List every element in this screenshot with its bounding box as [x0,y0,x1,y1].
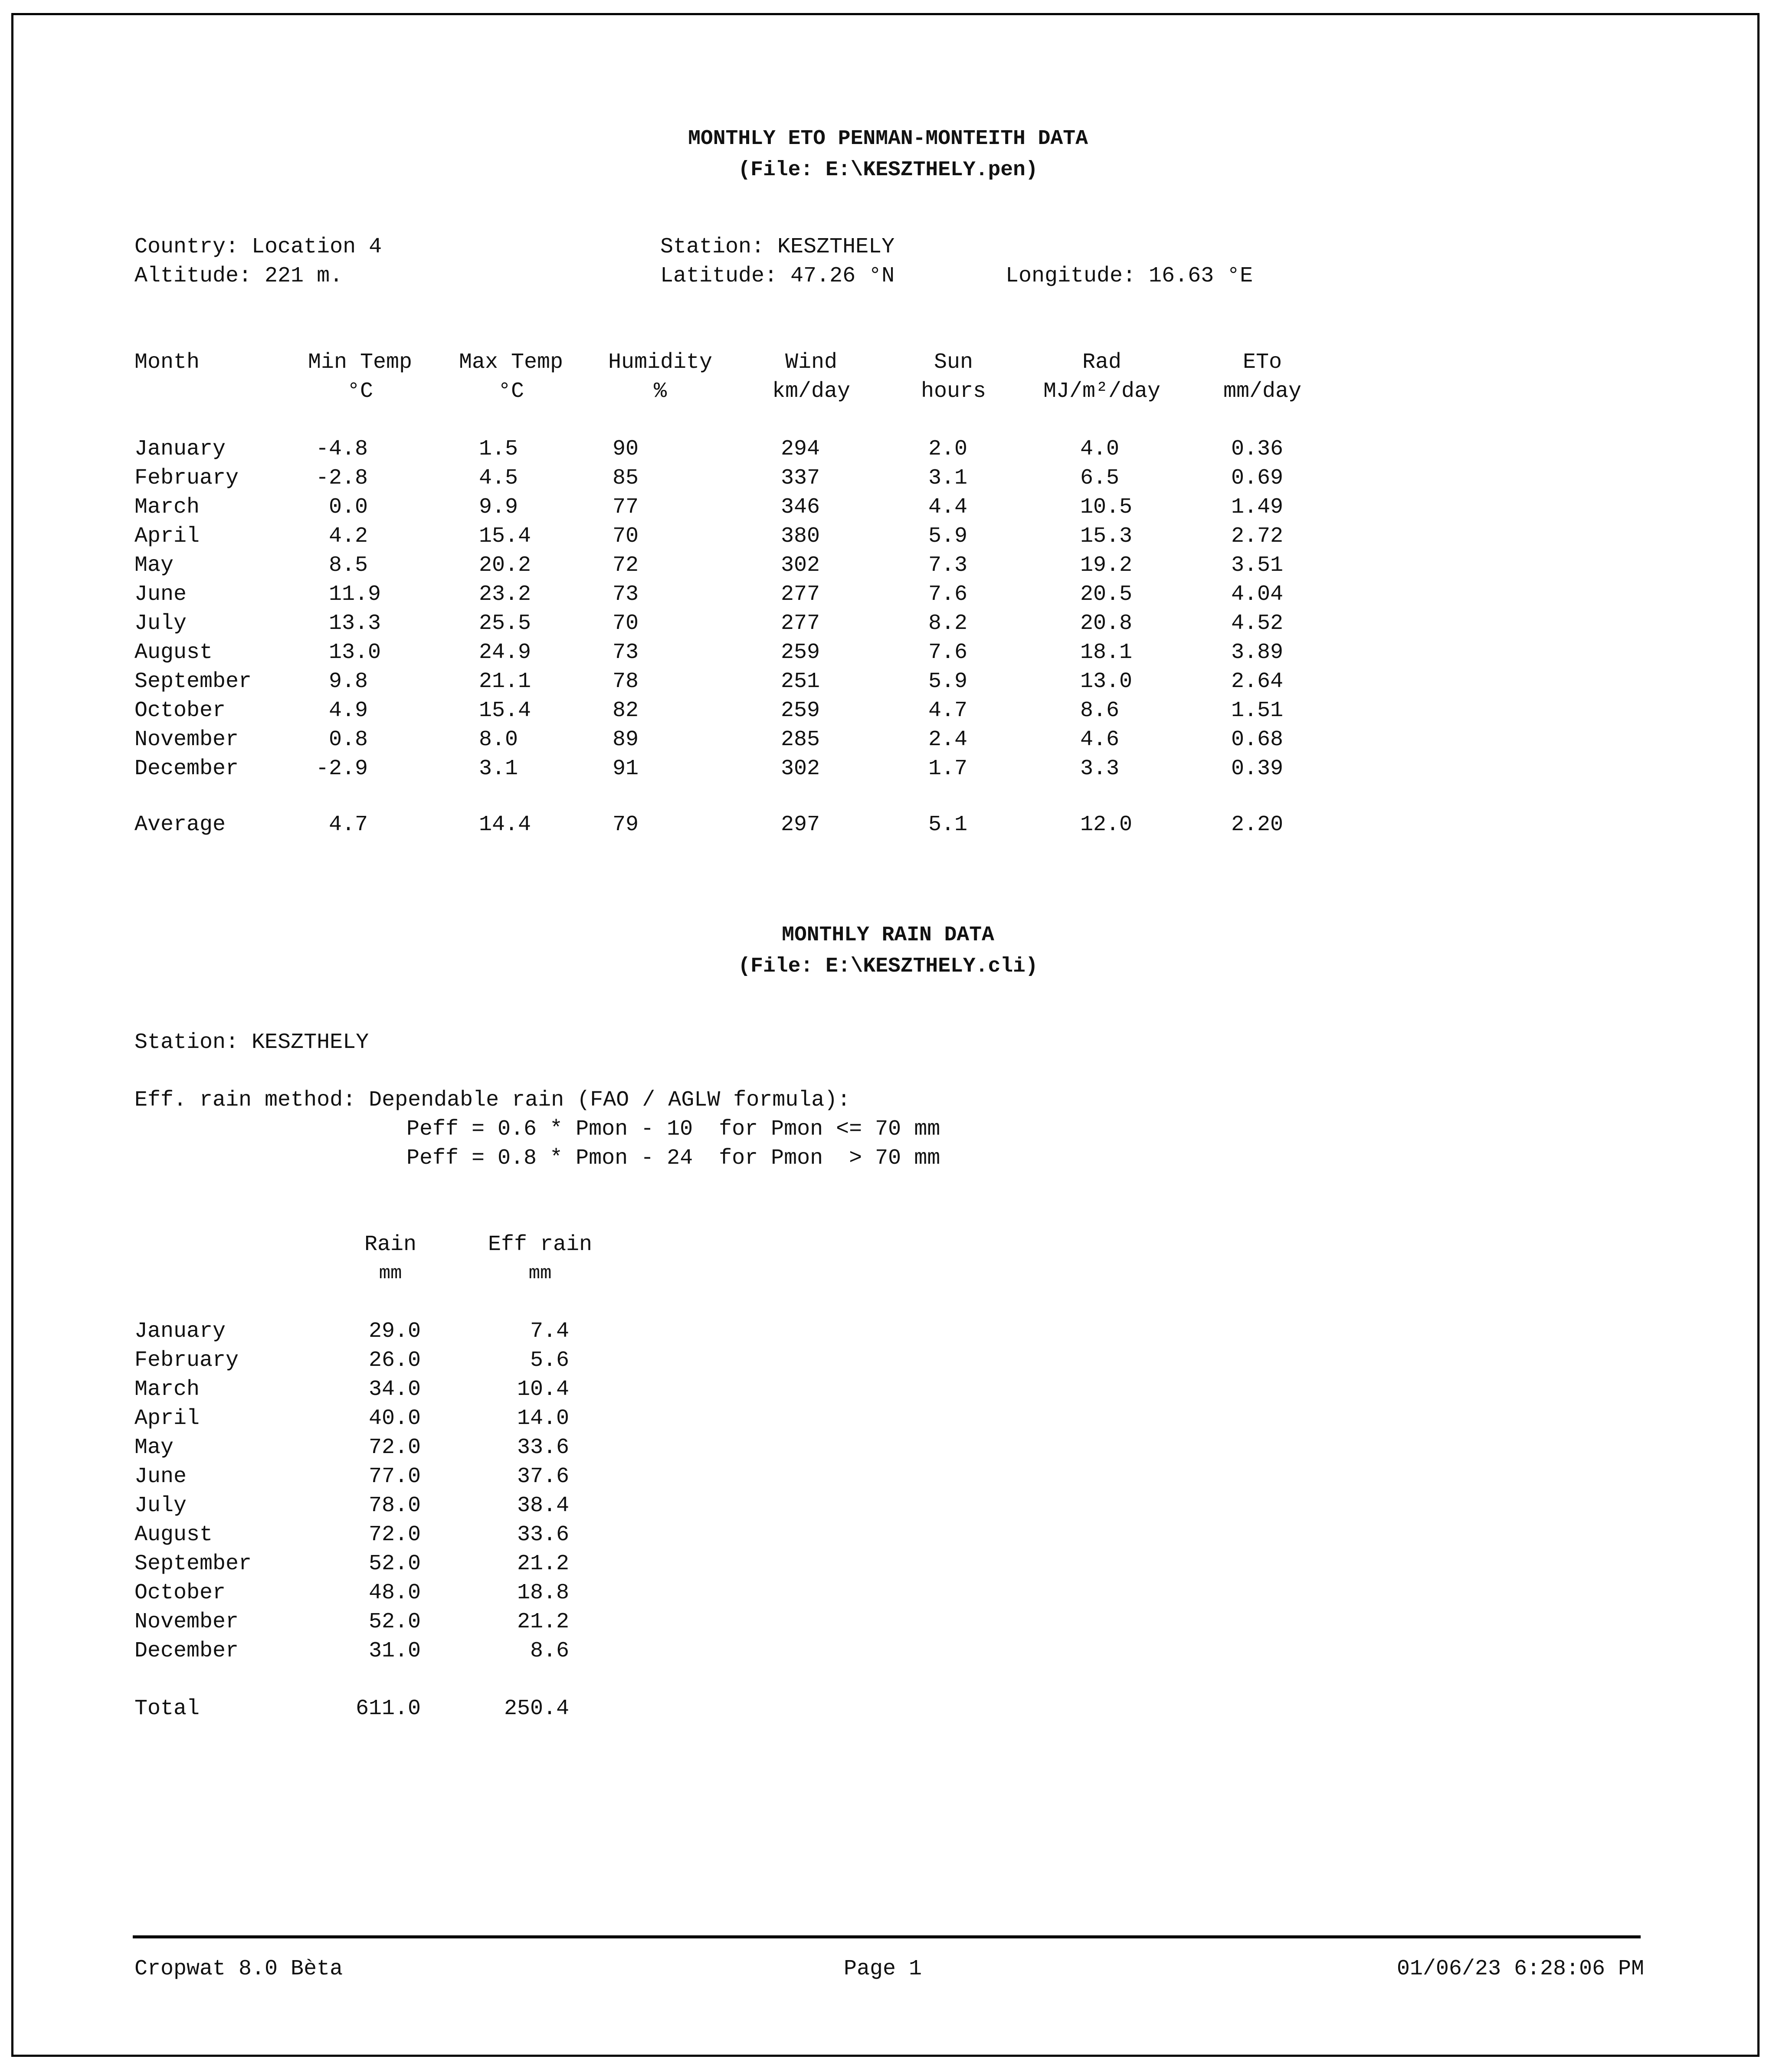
cell-eto: 3.89 [1231,640,1284,665]
footer-page-number: Page 1 [844,1957,922,1981]
cell-sun: 8.2 [928,611,968,636]
cell-max-temp: 1.5 [479,437,518,462]
cell-sun: 4.7 [928,698,968,723]
total-eff-rain: 250.4 [504,1696,569,1721]
cell-eff-rain: 10.4 [517,1377,569,1402]
cell-humidity: 89 [613,727,639,752]
col-unit-rad: MJ/m²/day [1043,379,1161,404]
cell-max-temp: 9.9 [479,495,518,520]
cell-rain: 52.0 [368,1552,421,1576]
cell-month: March [134,495,200,520]
cell-eff-rain: 18.8 [517,1581,569,1605]
cell-rad: 20.8 [1080,611,1133,636]
cell-max-temp: 15.4 [479,524,531,549]
cell-eto: 2.64 [1231,669,1284,694]
average-wind: 297 [781,812,820,837]
cell-humidity: 72 [613,553,639,578]
formula-line-1: Peff = 0.6 * Pmon - 10 for Pmon <= 70 mm [406,1117,940,1142]
cell-humidity: 91 [613,756,639,781]
cell-eff-rain: 14.0 [517,1406,569,1431]
cell-sun: 5.9 [928,524,968,549]
cell-month: October [134,698,226,723]
col-header-max-temp: Max Temp [459,350,564,375]
cell-eto: 1.51 [1231,698,1284,723]
cell-rain: 40.0 [368,1406,421,1431]
cell-month: September [134,1552,252,1576]
cell-rad: 10.5 [1080,495,1133,520]
cell-eff-rain: 21.2 [517,1610,569,1634]
eto-file-path: (File: E:\KESZTHELY.pen) [738,158,1038,182]
cell-min-temp: 11.9 [329,582,381,607]
cell-rad: 4.6 [1080,727,1120,752]
cell-rain: 31.0 [368,1639,421,1663]
cell-eto: 2.72 [1231,524,1284,549]
cell-max-temp: 25.5 [479,611,531,636]
eff-rain-method: Eff. rain method: Dependable rain (FAO / AGLW formula): [134,1088,851,1113]
cell-month: November [134,727,239,752]
cell-wind: 302 [781,553,820,578]
longitude-label: Longitude: 16.63 °E [1006,264,1253,288]
cell-sun: 7.6 [928,582,968,607]
cell-humidity: 82 [613,698,639,723]
cell-min-temp: 4.9 [329,698,368,723]
cell-eto: 0.68 [1231,727,1284,752]
col-header-sun: Sun [934,350,973,375]
footer-timestamp: 01/06/23 6:28:06 PM [1396,1957,1644,1981]
latitude-label: Latitude: 47.26 °N [660,264,895,288]
cell-eto: 1.49 [1231,495,1284,520]
col-header-wind: Wind [785,350,838,375]
average-min-temp: 4.7 [329,812,368,837]
cell-month: April [134,1406,200,1431]
cell-month: August [134,640,213,665]
col-unit-min-temp: °C [347,379,373,404]
footer-divider [133,1935,1641,1938]
average-month: Average [134,812,226,837]
eto-title: MONTHLY ETO PENMAN-MONTEITH DATA [688,127,1088,151]
cell-humidity: 85 [613,466,639,491]
cell-month: November [134,1610,239,1634]
footer-app-name: Cropwat 8.0 Bèta [134,1957,343,1981]
cell-humidity: 78 [613,669,639,694]
cell-month: January [134,1319,226,1344]
cell-min-temp: 13.0 [329,640,381,665]
col-header-eto: ETo [1242,350,1282,375]
cell-min-temp: 0.0 [329,495,368,520]
formula-line-2: Peff = 0.8 * Pmon - 24 for Pmon > 70 mm [406,1146,940,1171]
cell-humidity: 73 [613,582,639,607]
col-header-eff-rain: Eff rain [488,1232,593,1257]
cell-month: April [134,524,200,549]
cell-min-temp: -4.8 [316,437,368,462]
rain-file-path: (File: E:\KESZTHELY.cli) [738,955,1038,978]
col-header-rad: Rad [1082,350,1121,375]
cell-rain: 48.0 [368,1581,421,1605]
rain-station-label: Station: KESZTHELY [134,1030,369,1055]
cell-max-temp: 8.0 [479,727,518,752]
cell-min-temp: -2.9 [316,756,368,781]
cell-sun: 1.7 [928,756,968,781]
col-unit-eto: mm/day [1223,379,1302,404]
cell-sun: 3.1 [928,466,968,491]
cell-max-temp: 15.4 [479,698,531,723]
cell-sun: 2.0 [928,437,968,462]
cell-rad: 6.5 [1080,466,1120,491]
cell-rad: 19.2 [1080,553,1133,578]
cell-wind: 302 [781,756,820,781]
total-month: Total [134,1696,200,1721]
cell-wind: 380 [781,524,820,549]
cell-eto: 4.52 [1231,611,1284,636]
cell-rain: 72.0 [368,1435,421,1460]
cell-min-temp: 9.8 [329,669,368,694]
cell-eto: 3.51 [1231,553,1284,578]
cell-wind: 277 [781,611,820,636]
cell-eff-rain: 7.4 [530,1319,569,1344]
cell-humidity: 73 [613,640,639,665]
cell-eff-rain: 33.6 [517,1435,569,1460]
cell-rad: 18.1 [1080,640,1133,665]
cell-eff-rain: 37.6 [517,1464,569,1489]
cell-min-temp: 4.2 [329,524,368,549]
cell-max-temp: 23.2 [479,582,531,607]
cell-sun: 7.3 [928,553,968,578]
col-unit-max-temp: °C [498,379,524,404]
average-max-temp: 14.4 [479,812,531,837]
cell-rain: 29.0 [368,1319,421,1344]
col-header-min-temp: Min Temp [308,350,413,375]
average-rad: 12.0 [1080,812,1133,837]
col-unit-sun: hours [921,379,986,404]
cell-month: July [134,611,187,636]
cell-humidity: 70 [613,524,639,549]
cell-month: January [134,437,226,462]
rain-title: MONTHLY RAIN DATA [782,923,994,947]
cell-eto: 0.36 [1231,437,1284,462]
cell-rad: 4.0 [1080,437,1120,462]
cell-min-temp: 0.8 [329,727,368,752]
cell-rad: 15.3 [1080,524,1133,549]
cell-wind: 294 [781,437,820,462]
cell-max-temp: 4.5 [479,466,518,491]
average-eto: 2.20 [1231,812,1284,837]
cell-min-temp: 8.5 [329,553,368,578]
cell-month: May [134,553,174,578]
cell-max-temp: 21.1 [479,669,531,694]
col-unit-humidity: % [653,379,667,404]
cell-eff-rain: 38.4 [517,1493,569,1518]
cell-rain: 77.0 [368,1464,421,1489]
country-label: Country: Location 4 [134,235,382,259]
cell-eff-rain: 8.6 [530,1639,569,1663]
cell-wind: 259 [781,698,820,723]
cell-wind: 346 [781,495,820,520]
cell-month: July [134,1493,187,1518]
cell-max-temp: 20.2 [479,553,531,578]
cell-month: June [134,1464,187,1489]
col-unit-wind: km/day [772,379,851,404]
cell-month: December [134,1639,239,1663]
average-humidity: 79 [613,812,639,837]
col-header-month: Month [134,350,200,375]
col-unit-eff-rain: mm [528,1263,552,1284]
cell-rad: 8.6 [1080,698,1120,723]
cell-min-temp: -2.8 [316,466,368,491]
total-rain: 611.0 [355,1696,421,1721]
cell-wind: 285 [781,727,820,752]
cell-rain: 78.0 [368,1493,421,1518]
cell-rain: 72.0 [368,1522,421,1547]
cell-max-temp: 24.9 [479,640,531,665]
cell-month: March [134,1377,200,1402]
cell-min-temp: 13.3 [329,611,381,636]
cell-eto: 0.69 [1231,466,1284,491]
cell-rain: 26.0 [368,1348,421,1373]
cell-humidity: 77 [613,495,639,520]
cell-rad: 20.5 [1080,582,1133,607]
cell-rain: 34.0 [368,1377,421,1402]
cell-month: February [134,1348,239,1373]
cell-month: August [134,1522,213,1547]
cell-month: October [134,1581,226,1605]
cell-eto: 0.39 [1231,756,1284,781]
cell-wind: 259 [781,640,820,665]
cell-humidity: 70 [613,611,639,636]
cell-eff-rain: 33.6 [517,1522,569,1547]
cell-sun: 7.6 [928,640,968,665]
cell-sun: 2.4 [928,727,968,752]
cell-month: December [134,756,239,781]
altitude-label: Altitude: 221 m. [134,264,343,288]
cell-eff-rain: 21.2 [517,1552,569,1576]
col-header-humidity: Humidity [608,350,713,375]
col-unit-rain: mm [379,1263,402,1284]
cell-wind: 277 [781,582,820,607]
cell-wind: 337 [781,466,820,491]
cell-sun: 5.9 [928,669,968,694]
cell-humidity: 90 [613,437,639,462]
cell-eto: 4.04 [1231,582,1284,607]
cell-month: September [134,669,252,694]
cell-rad: 3.3 [1080,756,1120,781]
average-sun: 5.1 [928,812,968,837]
cell-rain: 52.0 [368,1610,421,1634]
cell-month: February [134,466,239,491]
cell-month: May [134,1435,174,1460]
cell-max-temp: 3.1 [479,756,518,781]
cell-rad: 13.0 [1080,669,1133,694]
cell-eff-rain: 5.6 [530,1348,569,1373]
col-header-rain: Rain [364,1232,417,1257]
station-label: Station: KESZTHELY [660,235,895,259]
cell-month: June [134,582,187,607]
cell-sun: 4.4 [928,495,968,520]
cell-wind: 251 [781,669,820,694]
